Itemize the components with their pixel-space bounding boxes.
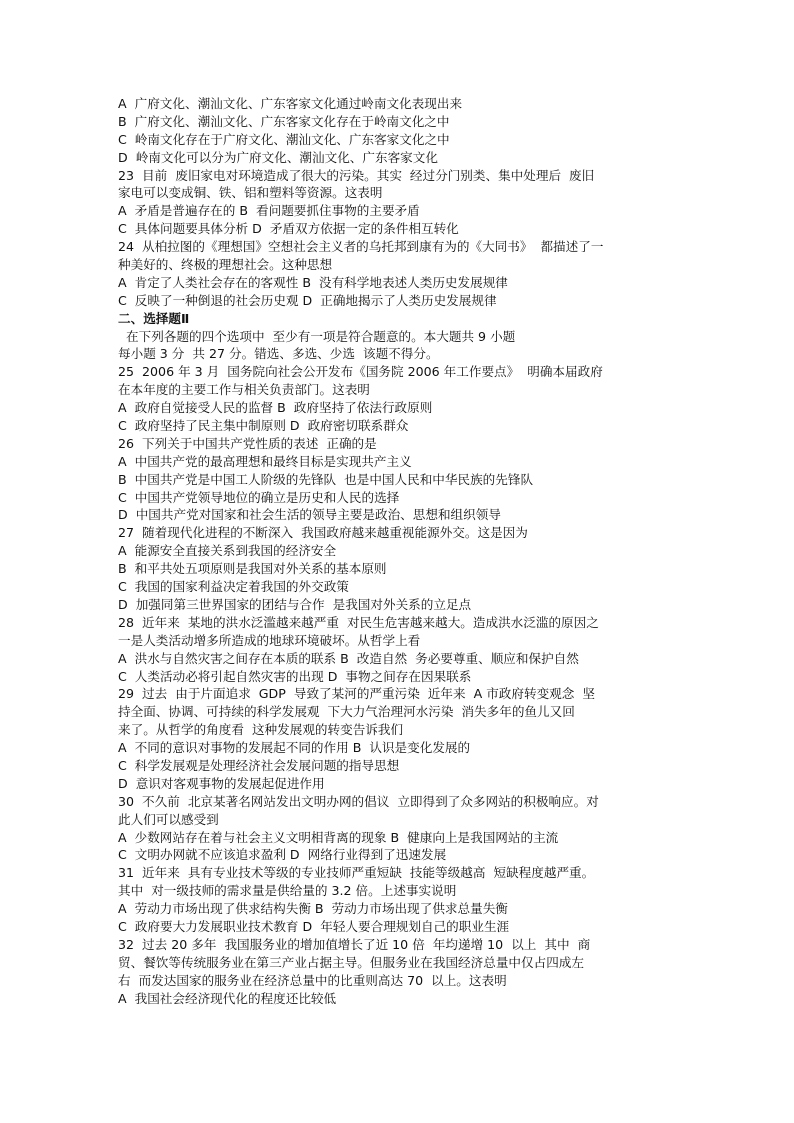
text-line: C 反映了一种倒退的社会历史观 D 正确地揭示了人类历史发展规律 — [118, 292, 497, 308]
text-line: A 肯定了人类社会存在的客观性 B 没有科学地表述人类历史发展规律 — [118, 274, 508, 290]
text-line: 27 随着现代化进程的不断深入 我国政府越来越重视能源外交。这是因为 — [118, 525, 528, 541]
text-line: 来了。从哲学的角度看 这种发展观的转变告诉我们 — [118, 722, 404, 738]
text-line: A 能源安全直接关系到我国的经济安全 — [118, 543, 337, 559]
text-line: 此人们可以感受到 — [118, 811, 219, 827]
text-line: C 政府要大力发展职业技术教育 D 年轻人要合理规划自己的职业生涯 — [118, 918, 510, 934]
text-line: 30 不久前 北京某著名网站发出文明办网的倡议 立即得到了众多网站的积极响应。对 — [118, 793, 599, 809]
text-line: C 文明办网就不应该追求盈利 D 网络行业得到了迅速发展 — [118, 847, 447, 863]
text-line: 一是人类活动增多所造成的地球环境破坏。从哲学上看 — [118, 632, 421, 648]
text-line: A 中国共产党的最高理想和最终目标是实现共产主义 — [118, 453, 412, 469]
text-line: C 政府坚持了民主集中制原则 D 政府密切联系群众 — [118, 418, 409, 434]
text-line: 在下列各题的四个选项中 至少有一项是符合题意的。本大题共 9 小题 — [118, 328, 516, 344]
text-line: D 岭南文化可以分为广府文化、潮汕文化、广东客家文化 — [118, 149, 438, 165]
text-line: B 中国共产党是中国工人阶级的先锋队 也是中国人民和中华民族的先锋队 — [118, 471, 534, 487]
text-line: A 不同的意识对事物的发展起不同的作用 B 认识是变化发展的 — [118, 740, 471, 756]
text-line: C 科学发展观是处理经济社会发展问题的指导思想 — [118, 757, 400, 773]
text-line: 持全面、协调、可持续的科学发展观 下大力气治理河水污染 消失多年的鱼儿又回 — [118, 704, 575, 720]
text-line: D 加强同第三世界国家的团结与合作 是我国对外关系的立足点 — [118, 596, 472, 612]
text-line: A 劳动力市场出现了供求结构失衡 B 劳动力市场出现了供求总量失衡 — [118, 901, 508, 917]
text-line: 在本年度的主要工作与相关负责部门。这表明 — [118, 382, 370, 398]
text-line: C 人类活动必将引起自然灾害的出现 D 事物之间存在因果联系 — [118, 668, 472, 684]
text-line: C 具体问题要具体分析 D 矛盾双方依据一定的条件相互转化 — [118, 221, 459, 237]
text-line: A 我国社会经济现代化的程度还比较低 — [118, 990, 337, 1006]
text-line: 家电可以变成铜、铁、铝和塑料等资源。这表明 — [118, 185, 383, 201]
text-line: 29 过去 由于片面追求 GDP 导致了某河的严重污染 近年来 A 市政府转变观念 坚 — [118, 686, 595, 702]
document-page — [118, 95, 678, 1007]
text-line: D 意识对客观事物的发展起促进作用 — [118, 775, 325, 791]
text-line: A 少数网站存在着与社会主义文明相背离的现象 B 健康向上是我国网站的主流 — [118, 829, 559, 845]
text-line: 31 近年来 具有专业技术等级的专业技师严重短缺 技能等级越高 短缺程度越严重。 — [118, 865, 595, 881]
text-line: 23 目前 废旧家电对环境造成了很大的污染。其实 经过分门别类、集中处理后 废旧 — [118, 167, 595, 183]
text-line: 24 从柏拉图的《理想国》空想社会主义者的乌托邦到康有为的《大同书》 都描述了一 — [118, 239, 604, 255]
text-line: D 中国共产党对国家和社会生活的领导主要是政治、思想和组织领导 — [118, 507, 501, 523]
text-line: A 广府文化、潮汕文化、广东客家文化通过岭南文化表现出来 — [118, 96, 463, 111]
text-line: B 和平共处五项原则是我国对外关系的基本原则 — [118, 561, 387, 577]
text-line: C 中国共产党领导地位的确立是历史和人民的选择 — [118, 489, 400, 505]
text-line: 28 近年来 某地的洪水泛滥越来越严重 对民生危害越来越大。造成洪水泛滥的原因之 — [118, 614, 599, 630]
text-line: 每小题 3 分 共 27 分。错选、多选、少选 该题不得分。 — [118, 346, 439, 362]
text-line: A 洪水与自然灾害之间存在本质的联系 B 改造自然 务必要尊重、顺应和保护自然 — [118, 650, 579, 666]
text-line: 25 2006 年 3 月 国务院向社会公开发布《国务院 2006 年工作要点》 明确本届政府 — [118, 364, 603, 380]
text-line: C 岭南文化存在于广府文化、潮汕文化、广东客家文化之中 — [118, 131, 450, 147]
text-line: B 广府文化、潮汕文化、广东客家文化存在于岭南文化之中 — [118, 113, 450, 129]
text-line: 种美好的、终极的理想社会。这种思想 — [118, 257, 333, 273]
text-line: 右 而发达国家的服务业在经济总量中的比重则高达 70 以上。这表明 — [118, 972, 507, 988]
section-heading: 二、选择题Ⅱ — [118, 310, 190, 326]
text-line: 其中 对一级技师的需求量是供给量的 3.2 倍。上述事实说明 — [118, 883, 457, 899]
text-line: 32 过去 20 多年 我国服务业的增加值增长了近 10 倍 年均递增 10 以上 其中 商 — [118, 936, 591, 952]
text-line: A 政府自觉接受人民的监督 B 政府坚持了依法行政原则 — [118, 400, 433, 416]
text-line: A 矛盾是普遍存在的 B 看问题要抓住事物的主要矛盾 — [118, 203, 420, 219]
text-line: 贸、餐饮等传统服务业在第三产业占据主导。但服务业在我国经济总量中仅占四成左 — [118, 954, 584, 970]
text-line: 26 下列关于中国共产党性质的表述 正确的是 — [118, 435, 377, 451]
text-line: C 我国的国家利益决定着我国的外交政策 — [118, 579, 349, 595]
